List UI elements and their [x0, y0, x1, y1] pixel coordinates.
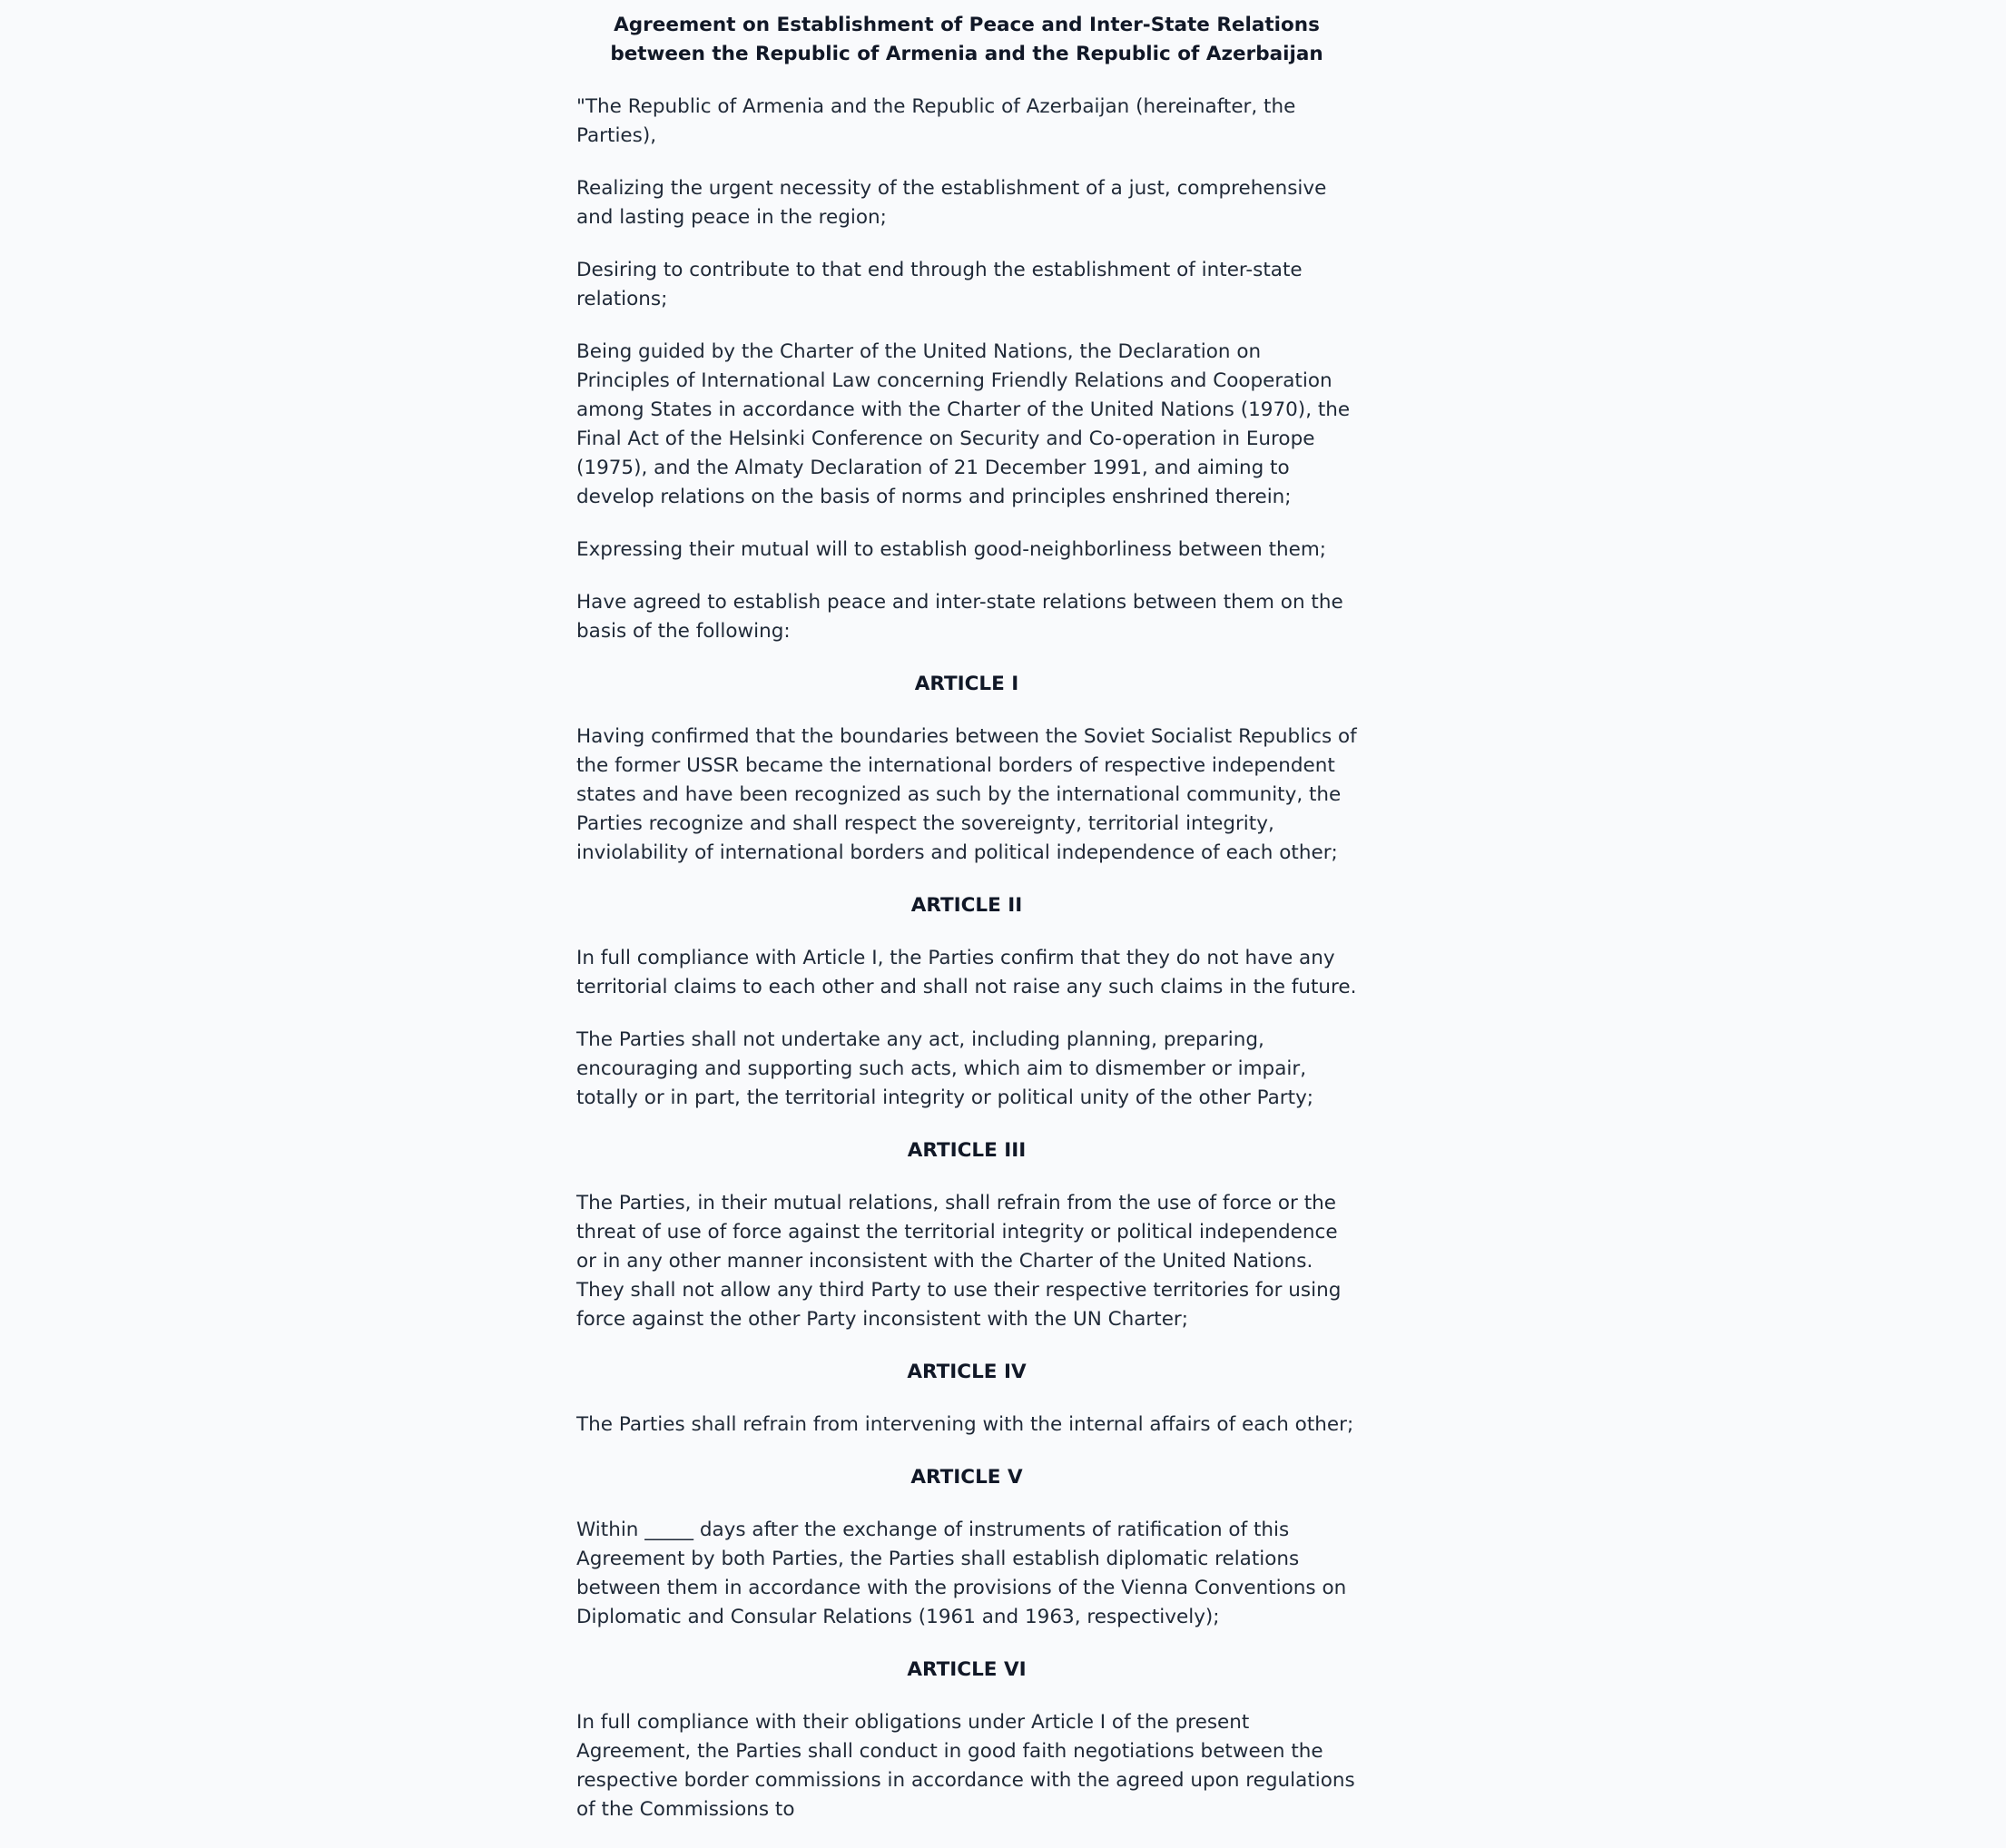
preamble-paragraph: Desiring to contribute to that end through the establishment of inter-state relations; [576, 259, 1303, 310]
preamble-paragraph: Being guided by the Charter of the United Nations, the Declaration on Principles of International Law concerning Friendly Relations and Cooperation among States in accordance with the Charter of the United Nations (1970), the Final Act of the Helsinki Conference on Security and Co-operation in Europe (1975), and the Almaty Declaration of 21 December 1991, and aiming to develop relations on the basis of norms and principles enshrined therein; [576, 340, 1351, 508]
article-heading: ARTICLE III [907, 1139, 1027, 1162]
article-paragraph: Within _____ days after the exchange of instruments of ratification of this Agreement by both Parties, the Parties shall establish diplomatic relations between them in accordance with the provisions of the Vienna Conventions on Diplomatic and Consular Relations (1961 and 1963, respectively); [576, 1519, 1347, 1628]
article-paragraph: Having confirmed that the boundaries between the Soviet Socialist Republics of the former USSR became the international borders of respective independent states and have been recognized as such by the international community, the Parties recognize and shall respect the sovereignty, territorial integrity, inviolability of international borders and political independence of each other; [576, 725, 1357, 864]
preamble-paragraph: "The Republic of Armenia and the Republic of Azerbaijan (hereinafter, the Parties), [576, 95, 1296, 147]
article-heading: ARTICLE I [914, 673, 1019, 695]
article-4 [576, 1358, 1357, 1440]
article-1 [576, 670, 1357, 868]
article-6 [576, 1656, 1357, 1824]
article-heading: ARTICLE IV [907, 1361, 1027, 1383]
article-paragraph: In full compliance with their obligations under Article I of the present Agreement, the Parties shall conduct in good faith negotiations between the respective border commissions in accordance with the agreed upon regulations of the Commissions to [576, 1711, 1355, 1821]
preamble-paragraph: Expressing their mutual will to establish good-neighborliness between them; [576, 538, 1327, 561]
article-paragraph: In full compliance with Article I, the Parties confirm that they do not have any territorial claims to each other and shall not raise any such claims in the future. [576, 947, 1357, 998]
article-paragraph: The Parties shall refrain from intervening with the internal affairs of each other; [576, 1413, 1354, 1436]
article-2 [576, 891, 1357, 1113]
article-paragraph: The Parties shall not undertake any act, including planning, preparing, encouraging and supporting such acts, which aim to dismember or impair, totally or in part, the territorial integrity or political unity of the other Party; [576, 1028, 1314, 1109]
article-3 [576, 1136, 1357, 1334]
document [576, 11, 1357, 1848]
document-title: Agreement on Establishment of Peace and Inter-State Relations between the Republic of Armenia and the Republic of Azerbaijan [610, 14, 1323, 65]
preamble-paragraph: Realizing the urgent necessity of the establishment of a just, comprehensive and lasting peace in the region; [576, 177, 1327, 229]
article-5 [576, 1463, 1357, 1632]
article-heading: ARTICLE VI [907, 1658, 1027, 1681]
article-heading: ARTICLE II [910, 894, 1023, 917]
article-heading: ARTICLE V [910, 1466, 1023, 1489]
preamble-paragraph: Have agreed to establish peace and inter-state relations between them on the basis of the following: [576, 591, 1343, 643]
article-paragraph: The Parties, in their mutual relations, shall refrain from the use of force or the threat of use of force against the territorial integrity or political independence or in any other manner inconsistent with the Charter of the United Nations. They shall not allow any third Party to use their respective territories for using force against the other Party inconsistent with the UN Charter; [576, 1192, 1342, 1331]
preamble [576, 93, 1357, 646]
